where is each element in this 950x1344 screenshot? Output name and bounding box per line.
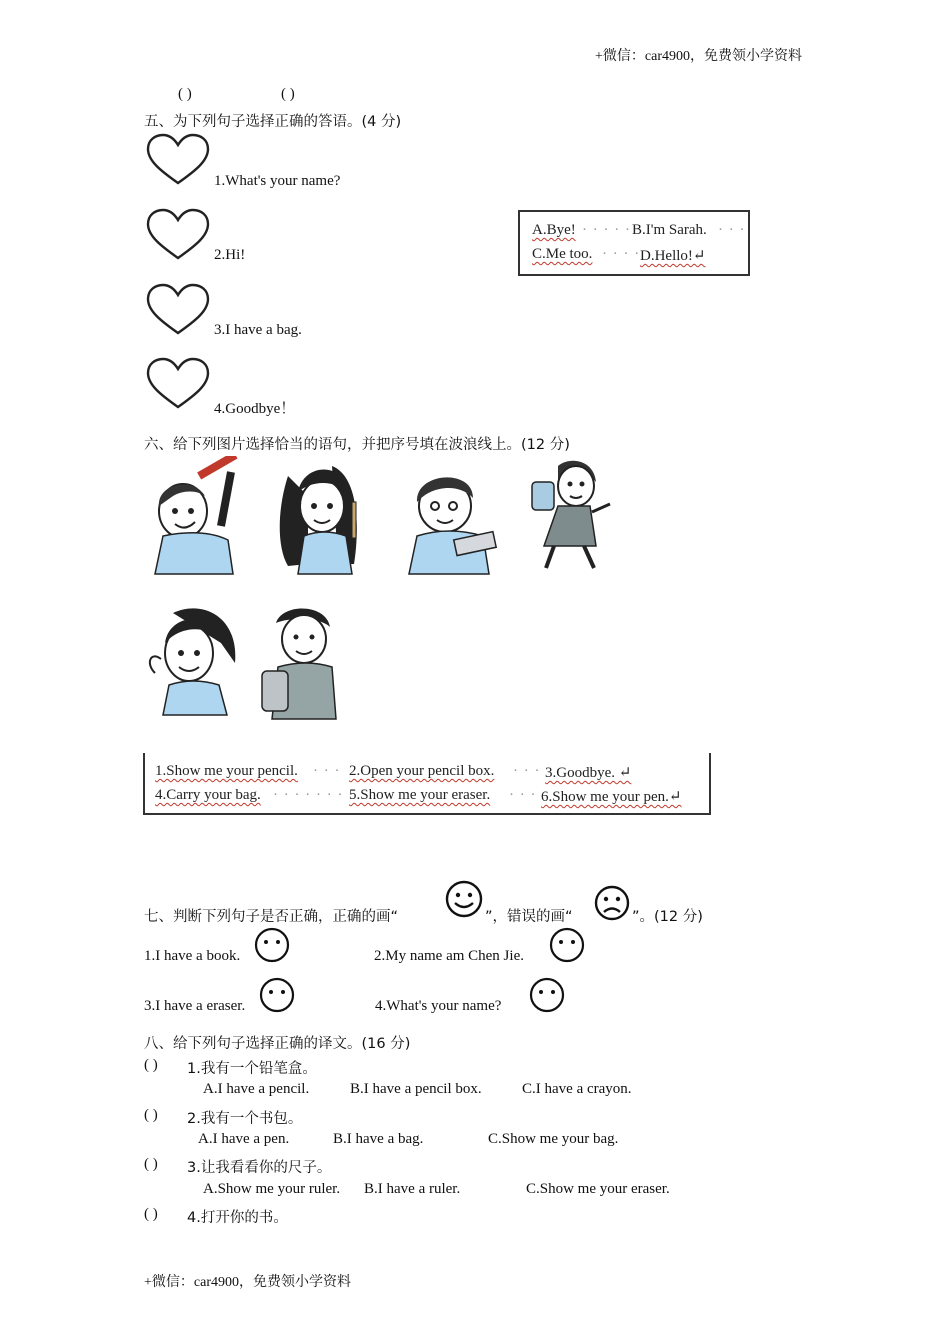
section5-item-4: 4.Goodbye！ [214, 401, 296, 417]
section7-title-part-a: 七、判断下列句子是否正确，正确的画“ [144, 909, 399, 925]
judgement-face-icon-2[interactable] [546, 926, 588, 964]
section8-q1-option-b: B.I have a pencil box. [350, 1081, 482, 1097]
section8-q1-blank[interactable]: ( ) [144, 1057, 158, 1073]
section5-option-d: D.Hello!↵ [640, 248, 706, 264]
judgement-face-icon-3[interactable] [256, 976, 298, 1014]
section7-title-part-c: ”。(12 分) [632, 909, 703, 925]
section8-q2-blank[interactable]: ( ) [144, 1107, 158, 1123]
section8-q2-option-b: B.I have a bag. [333, 1131, 424, 1147]
section7-item-2: 2.My name am Chen Jie. [374, 948, 524, 964]
section6-title: 六、给下列图片选择恰当的语句，并把序号填在波浪线上。(12 分) [144, 437, 570, 453]
section8-q3-option-b: B.I have a ruler. [364, 1181, 461, 1197]
kid-opening-pencil-box-image [393, 462, 505, 576]
dotted-leader: · · · · · [582, 222, 631, 238]
judgement-face-icon-4[interactable] [526, 976, 568, 1014]
section8-title: 八、给下列句子选择正确的译文。(16 分) [144, 1036, 411, 1052]
section6-option-5: 5.Show me your eraser. [349, 787, 491, 803]
dotted-leader: · · · [313, 763, 341, 779]
section7-item-1: 1.I have a book. [144, 948, 241, 964]
smiley-face-icon [444, 879, 484, 919]
section5-item-2: 2.Hi! [214, 247, 246, 263]
section5-title: 五、为下列句子选择正确的答语。(4 分) [144, 114, 402, 130]
section6-option-4: 4.Carry your bag. [155, 787, 261, 803]
dotted-leader: · · · [718, 222, 746, 238]
section8-q1-option-c: C.I have a crayon. [522, 1081, 632, 1097]
section8-q2-option-a: A.I have a pen. [198, 1131, 290, 1147]
section8-q4-prompt: 4.打开你的书。 [187, 1210, 288, 1226]
section8-q4-blank[interactable]: ( ) [144, 1206, 158, 1222]
section7-item-4: 4.What's your name? [375, 998, 502, 1014]
section5-options-box [518, 210, 750, 276]
section5-option-b: B.I'm Sarah. [632, 222, 707, 238]
kid-showing-pencil-image [143, 456, 249, 576]
section8-q3-blank[interactable]: ( ) [144, 1156, 158, 1172]
judgement-face-icon-1[interactable] [252, 926, 292, 964]
section8-q3-prompt: 3.让我看看你的尺子。 [187, 1160, 332, 1176]
section8-q1-option-a: A.I have a pencil. [203, 1081, 310, 1097]
top-answer-blank-2[interactable]: ( ) [281, 86, 295, 102]
kid-carrying-bag-image [524, 456, 614, 576]
section6-option-6: 6.Show me your pen.↵ [541, 789, 682, 805]
section7-title-part-b: ”，错误的画“ [485, 909, 573, 925]
kid-waving-goodbye-image [143, 603, 241, 717]
dotted-leader: · · · · · · · · [273, 787, 355, 803]
heart-answer-box-3[interactable] [143, 281, 213, 339]
section6-option-1: 1.Show me your pencil. [155, 763, 298, 779]
section6-option-3: 3.Goodbye. ↵ [545, 765, 632, 781]
section7-item-3: 3.I have a eraser. [144, 998, 246, 1014]
heart-answer-box-4[interactable] [143, 355, 213, 413]
dotted-leader: · · · [513, 763, 541, 779]
heart-answer-box-2[interactable] [143, 206, 213, 264]
kid-boy-with-backpack-image [260, 603, 342, 721]
sad-face-icon [593, 884, 631, 922]
section8-q2-option-c: C.Show me your bag. [488, 1131, 619, 1147]
section6-options-box [143, 753, 711, 815]
heart-answer-box-1[interactable] [143, 131, 213, 189]
section8-q1-prompt: 1.我有一个铅笔盒。 [187, 1061, 317, 1077]
footer-watermark: +微信：car4900，免费领小学资料 [144, 1275, 351, 1290]
section5-option-c: C.Me too. [532, 246, 593, 262]
section6-option-2: 2.Open your pencil box. [349, 763, 495, 779]
dotted-leader: · · · · [602, 246, 641, 262]
section8-q3-option-c: C.Show me your eraser. [526, 1181, 670, 1197]
kid-girl-with-pen-image [268, 456, 376, 576]
header-watermark: +微信：car4900，免费领小学资料 [595, 49, 802, 64]
top-answer-blank-1[interactable]: ( ) [178, 86, 192, 102]
section5-item-1: 1.What's your name? [214, 173, 341, 189]
section8-q3-option-a: A.Show me your ruler. [203, 1181, 341, 1197]
section5-item-3: 3.I have a bag. [214, 322, 302, 338]
section5-option-a: A.Bye! [532, 222, 576, 238]
dotted-leader: · · · [509, 787, 537, 803]
section8-q2-prompt: 2.我有一个书包。 [187, 1111, 303, 1127]
